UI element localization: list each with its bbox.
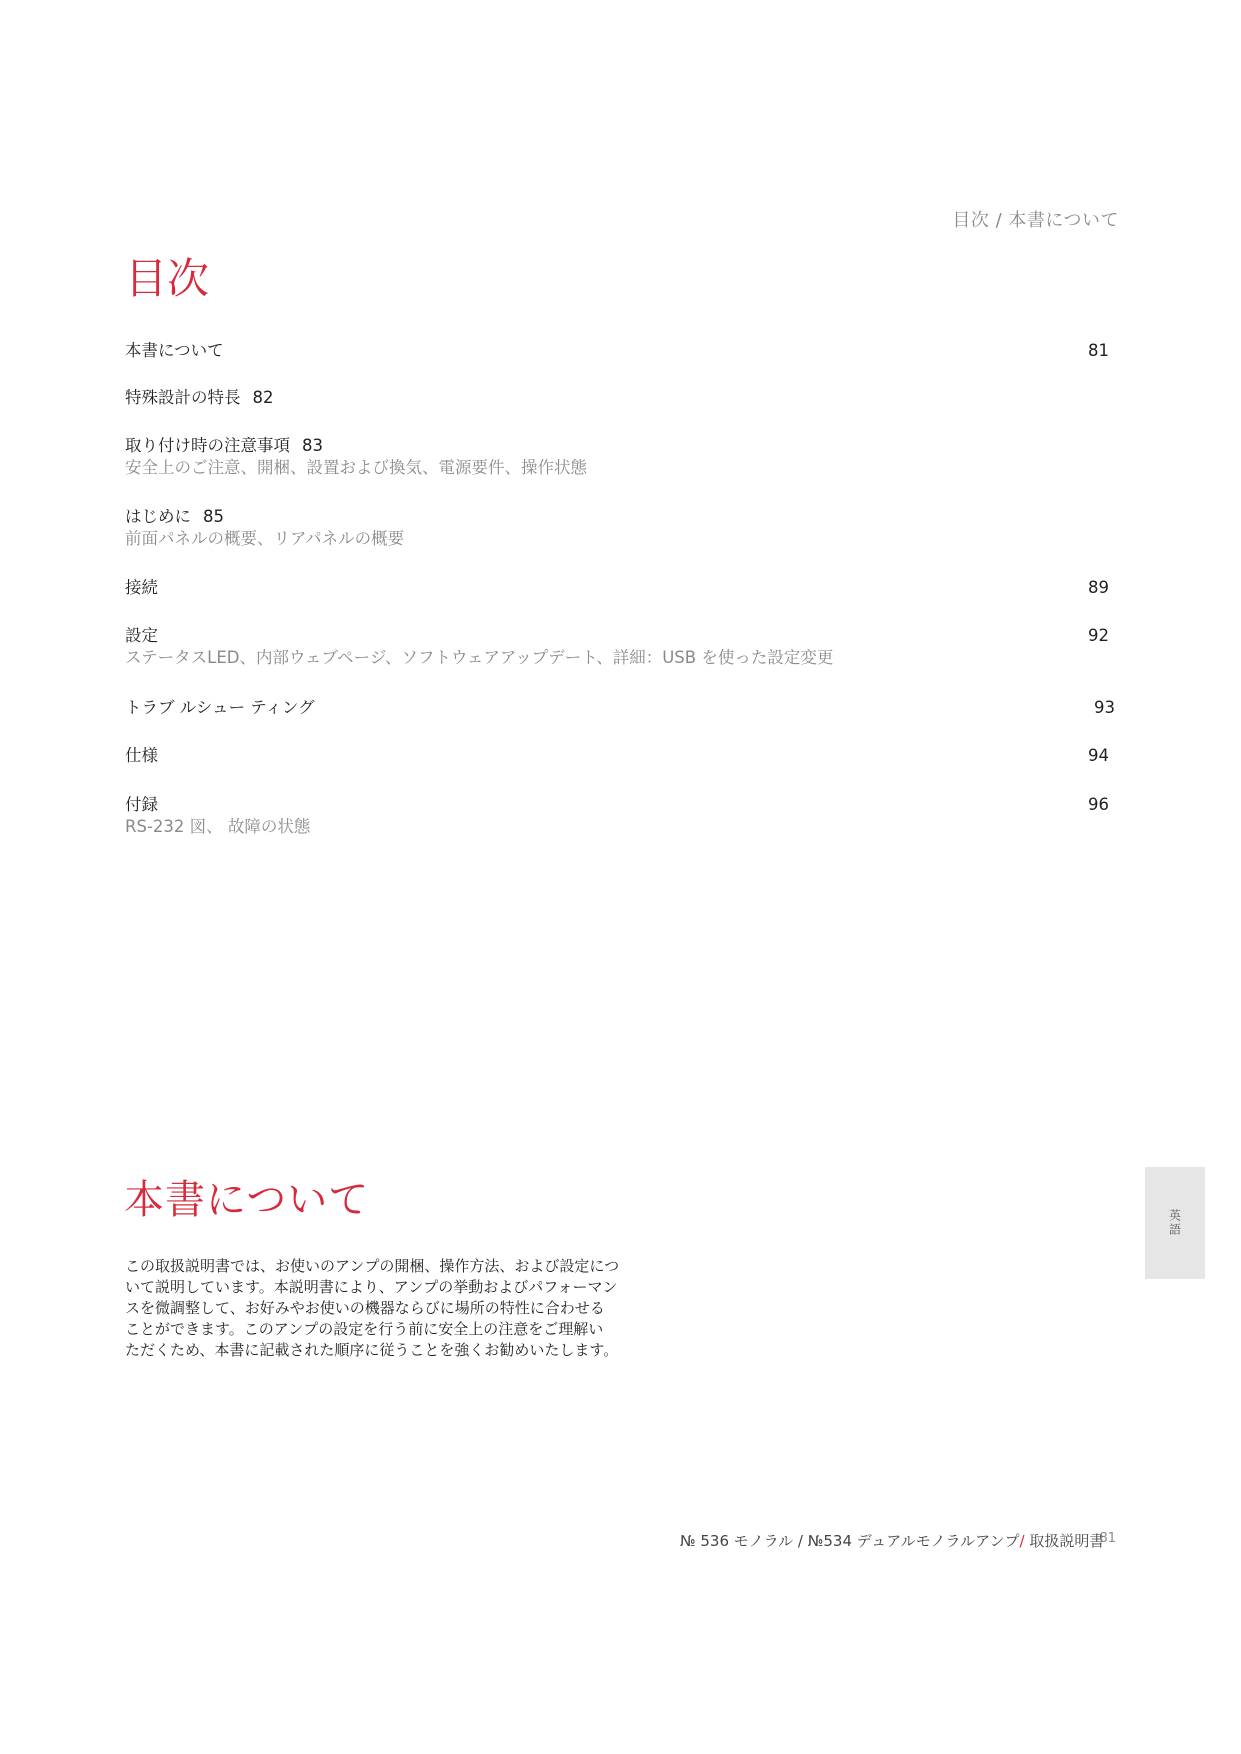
about-title: 本書について [124,1177,370,1223]
toc-entry-page: 94 [1088,746,1109,765]
footer-doc-title: 取扱説明書 [1024,1532,1105,1550]
toc-entry-page: 82 [252,388,274,407]
footer [680,1530,1104,1551]
toc-entry-page: 85 [203,507,224,526]
toc-entry-page: 83 [302,436,323,455]
toc-entry-title: 本書について [125,341,224,360]
breadcrumb: 目次 / 本書について [952,210,1119,231]
toc-entry-page: 92 [1088,626,1109,645]
toc-entry-appendix[interactable] [125,794,1119,838]
toc-entry-page: 93 [1094,698,1115,717]
about-line: ことができます。このアンプの設定を行う前に安全上の注意をご理解い [125,1320,604,1338]
toc-entry-title: 設定 [125,626,158,645]
toc-entry-settings[interactable] [125,625,1119,669]
toc-entry-about[interactable] [125,340,1119,362]
toc-entry-getting-started[interactable] [125,506,1119,550]
toc-entry-title: トラブ ルシュー ティング [125,698,315,717]
toc-entry-subtitle: 前面パネルの概要、リアパネルの概要 [125,529,405,548]
toc-entry-installation[interactable] [125,435,1119,479]
toc-entry-title: 取り付け時の注意事項 [125,436,290,455]
toc-entry-title: 付録 [125,795,158,814]
toc-entry-specifications[interactable] [125,745,1119,767]
toc-entry-troubleshooting[interactable] [125,697,1119,719]
language-tab-label: 英語 [1167,1209,1182,1237]
toc-entry-subtitle: RS-232 図、 故障の状態 [125,817,311,836]
page-number: 81 [1099,1531,1116,1546]
toc-entry-special-design[interactable] [125,387,1119,409]
toc-entry-title: 特殊設計の特長 [125,388,241,407]
toc-entry-page: 81 [1088,341,1109,360]
language-tab[interactable] [1145,1167,1205,1279]
toc-entry-title: 接続 [125,578,158,597]
about-body [125,1256,645,1361]
footer-product: № 536 モノラル / №534 デュアルモノラルアンプ [680,1532,1020,1550]
toc-entry-title: はじめに [125,507,191,526]
toc-title: 目次 [125,254,210,303]
about-line: スを微調整して、お好みやお使いの機器ならびに場所の特性に合わせる [125,1299,605,1317]
toc-entry-subtitle: ステータスLED、内部ウェブページ、ソフトウェアアップデート、詳細：USB を使った設定変更 [125,648,834,667]
toc-entry-connections[interactable] [125,577,1119,599]
toc-entry-page: 89 [1088,578,1109,597]
about-line: いて説明しています。本説明書により、アンプの挙動およびパフォーマン [125,1278,618,1296]
toc-entry-subtitle: 安全上のご注意、開梱、設置および換気、電源要件、操作状態 [125,458,587,477]
footer-separator: / [1019,1532,1025,1550]
about-line: ただくため、本書に記載された順序に従うことを強くお勧めいたします。 [125,1341,619,1359]
about-line: この取扱説明書では、お使いのアンプの開梱、操作方法、および設定につ [125,1257,620,1275]
toc-entry-page: 96 [1088,795,1109,814]
toc-entry-title: 仕様 [125,746,158,765]
